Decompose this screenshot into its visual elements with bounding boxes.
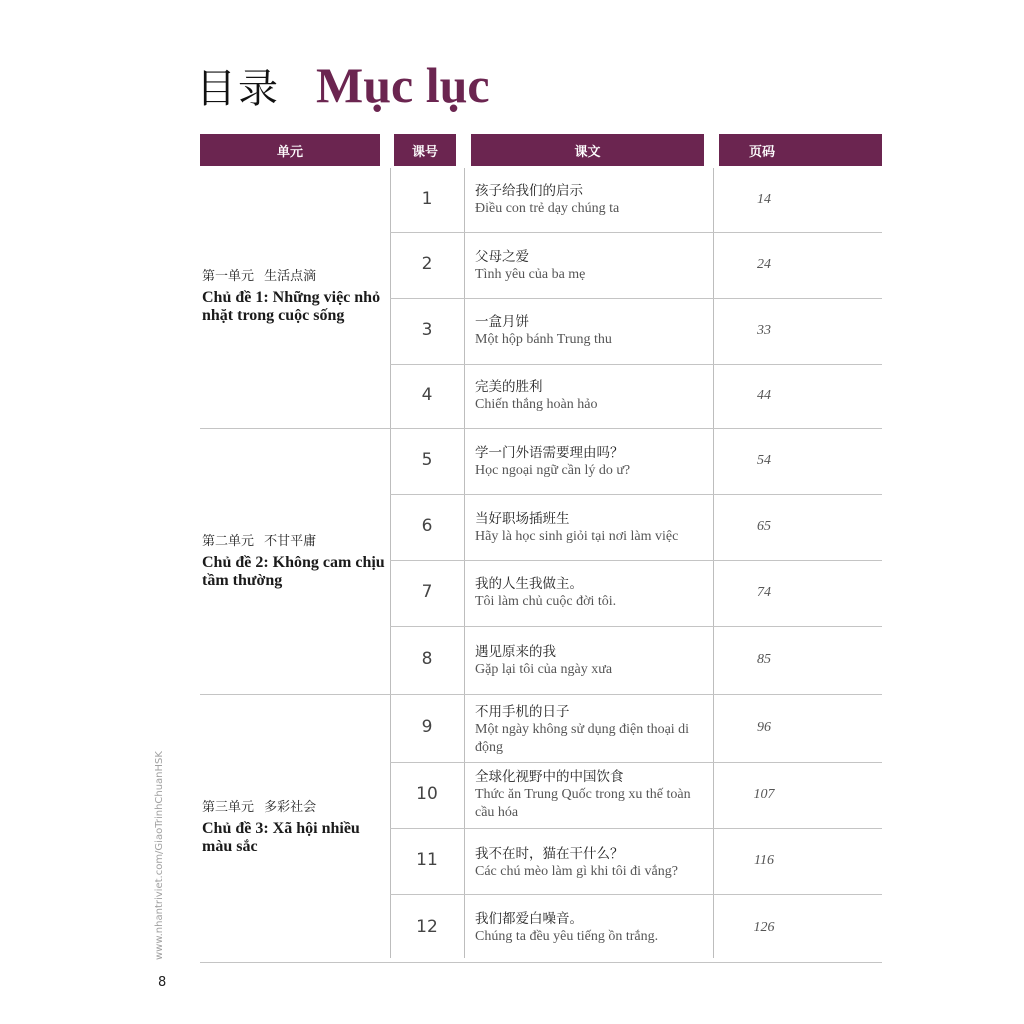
column-divider — [464, 168, 465, 958]
lesson-title — [475, 510, 710, 546]
lesson-page-number: 14 — [757, 192, 771, 207]
lesson-page-number: 74 — [757, 585, 771, 600]
row-divider — [200, 428, 882, 429]
lesson-title-vietnamese: Các chú mèo làm gì khi tôi đi vắng? — [475, 864, 678, 879]
row-divider — [390, 232, 882, 233]
lesson-title — [475, 248, 710, 284]
lesson-number: 6 — [421, 516, 433, 536]
lesson-title-chinese: 完美的胜利 — [475, 379, 543, 395]
lesson-title-vietnamese: Tôi làm chủ cuộc đời tôi. — [475, 594, 617, 609]
lesson-title — [475, 703, 710, 757]
lesson-page-number: 96 — [757, 720, 771, 735]
unit-3-chinese: 第三单元 多彩社会 — [202, 800, 317, 815]
lesson-title — [475, 378, 710, 414]
lesson-page-number: 116 — [754, 853, 774, 868]
lesson-title-vietnamese: Thức ăn Trung Quốc trong xu thế toàn cầu hóa — [475, 787, 691, 820]
unit-2-chinese: 第二单元 不甘平庸 — [202, 534, 317, 549]
lesson-page-number: 33 — [757, 323, 771, 338]
title-chinese: 目录 — [196, 66, 280, 112]
header-page: 页码 — [719, 134, 882, 166]
lesson-page-number: 107 — [753, 787, 775, 802]
row-divider — [390, 560, 882, 561]
lesson-title-vietnamese: Học ngoại ngữ cần lý do ư? — [475, 463, 631, 478]
lesson-number: 3 — [421, 320, 433, 340]
lesson-title — [475, 444, 710, 480]
row-divider — [390, 894, 882, 895]
lesson-title — [475, 910, 710, 946]
lesson-number: 4 — [421, 385, 433, 405]
lesson-number: 2 — [421, 254, 433, 274]
unit-3-vietnamese: Chủ đề 3: Xã hội nhiều màu sắc — [202, 820, 360, 855]
column-divider — [390, 168, 391, 958]
page-title — [196, 56, 490, 114]
lesson-title — [475, 768, 710, 822]
row-divider — [200, 962, 882, 963]
lesson-number: 10 — [416, 784, 438, 804]
lesson-number: 7 — [421, 582, 433, 602]
lesson-title-chinese: 当好职场插班生 — [475, 511, 570, 527]
row-divider — [390, 762, 882, 763]
lesson-title-chinese: 我不在时，猫在干什么？ — [475, 846, 624, 862]
lesson-title-vietnamese: Một hộp bánh Trung thu — [475, 332, 612, 347]
lesson-title — [475, 182, 710, 218]
lesson-number: 9 — [421, 717, 433, 737]
lesson-title — [475, 643, 710, 679]
unit-3 — [202, 799, 386, 856]
lesson-title-chinese: 不用手机的日子 — [475, 704, 570, 720]
lesson-title — [475, 845, 710, 881]
lesson-title-chinese: 全球化视野中的中国饮食 — [475, 769, 624, 785]
lesson-number: 1 — [421, 189, 433, 209]
lesson-title-vietnamese: Hãy là học sinh giỏi tại nơi làm việc — [475, 529, 679, 544]
unit-1 — [202, 268, 386, 325]
lesson-page-number: 126 — [753, 920, 775, 935]
unit-2-vietnamese: Chủ đề 2: Không cam chịu tầm thường — [202, 554, 385, 589]
lesson-title-chinese: 我们都爱白噪音。 — [475, 911, 583, 927]
lesson-title-vietnamese: Điều con trẻ dạy chúng ta — [475, 201, 620, 216]
row-divider — [390, 298, 882, 299]
lesson-page-number: 44 — [757, 388, 771, 403]
lesson-title-chinese: 一盒月饼 — [475, 314, 529, 330]
lesson-title-chinese: 孩子给我们的启示 — [475, 183, 583, 199]
lesson-title — [475, 313, 710, 349]
lesson-page-number: 85 — [757, 652, 771, 667]
row-divider — [390, 626, 882, 627]
unit-2 — [202, 533, 386, 590]
lesson-number: 12 — [416, 917, 438, 937]
lesson-page-number: 24 — [757, 257, 771, 272]
row-divider — [200, 694, 882, 695]
lesson-title-vietnamese: Chúng ta đều yêu tiếng ồn trắng. — [475, 929, 659, 944]
column-divider — [713, 168, 714, 958]
unit-1-vietnamese: Chủ đề 1: Những việc nhỏ nhặt trong cuộc sống — [202, 289, 381, 324]
row-divider — [390, 494, 882, 495]
header-unit: 单元 — [200, 134, 380, 166]
lesson-number: 11 — [416, 850, 438, 870]
lesson-title-chinese: 我的人生我做主。 — [475, 576, 583, 592]
lesson-number: 5 — [421, 450, 433, 470]
lesson-title — [475, 575, 710, 611]
row-divider — [390, 364, 882, 365]
row-divider — [390, 828, 882, 829]
lesson-title-chinese: 父母之爱 — [475, 249, 529, 265]
watermark: www.nhantriviet.com/GiaoTrinhChuanHSK — [154, 751, 165, 960]
lesson-page-number: 65 — [757, 519, 771, 534]
lesson-number: 8 — [421, 649, 433, 669]
header-lesson: 课文 — [471, 134, 704, 166]
page-number: 8 — [158, 975, 167, 990]
lesson-title-chinese: 学一门外语需要理由吗？ — [475, 445, 624, 461]
unit-1-chinese: 第一单元 生活点滴 — [202, 269, 317, 284]
lesson-title-vietnamese: Một ngày không sử dụng điện thoại di động — [475, 722, 690, 755]
lesson-title-vietnamese: Tình yêu của ba mẹ — [475, 267, 586, 282]
lesson-title-chinese: 遇见原来的我 — [475, 644, 556, 660]
title-vietnamese: Mục lục — [316, 57, 490, 113]
lesson-title-vietnamese: Chiến thắng hoàn hảo — [475, 397, 598, 412]
lesson-title-vietnamese: Gặp lại tôi của ngày xưa — [475, 662, 613, 677]
header-lesson-no: 课号 — [394, 134, 456, 166]
lesson-page-number: 54 — [757, 453, 771, 468]
